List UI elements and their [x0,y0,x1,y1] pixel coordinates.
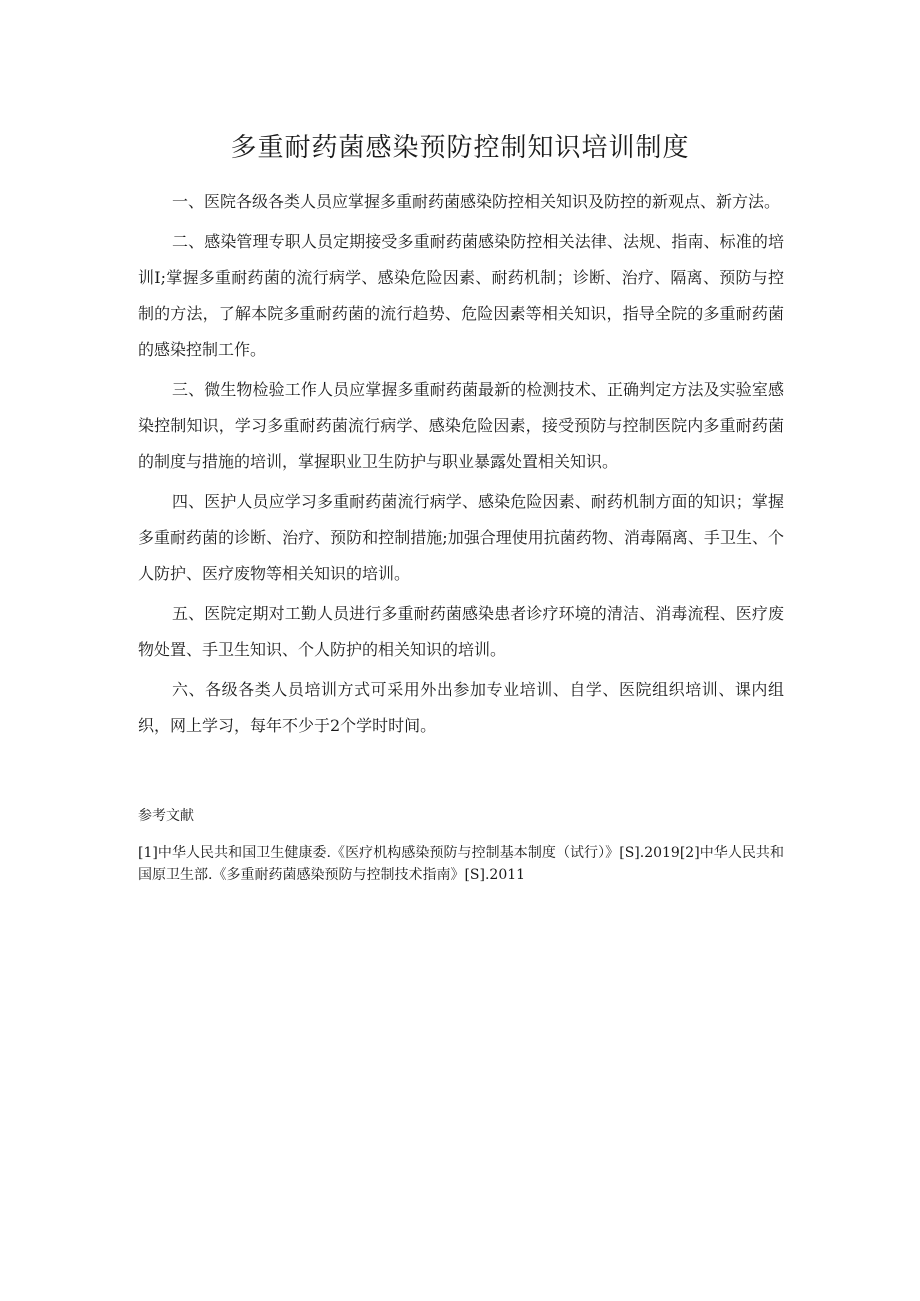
paragraph-5: 五、医院定期对工勤人员进行多重耐药菌感染患者诊疗环境的清洁、消毒流程、医疗废物处置、手卫生知识、个人防护的相关知识的培训。 [138,604,784,659]
references-heading: 参考文献 [138,808,194,824]
paragraph-6: 六、各级各类人员培训方式可采用外出参加专业培训、自学、医院组织培训、课内组织，网上学习，每年不少于2个学时时间。 [138,680,784,735]
paragraph-1: 一、医院各级各类人员应掌握多重耐药菌感染防控相关知识及防控的新观点、新方法。 [172,192,781,211]
references-section [138,802,784,886]
references-text: [1]中华人民共和国卫生健康委.《医疗机构感染预防与控制基本制度（试行）》[S].2019[2]中华人民共和国原卫生部.《多重耐药菌感染预防与控制技术指南》[S].2011 [138,845,784,883]
document-body [138,184,784,748]
paragraph-2: 二、感染管理专职人员定期接受多重耐药菌感染防控相关法律、法规、指南、标准的培训I;掌握多重耐药菌的流行病学、感染危险因素、耐药机制；诊断、治疗、隔离、预防与控制的方法，了解本院多重耐药菌的流行趋势、危险因素等相关知识，指导全院的多重耐药菌的感染控制工作。 [138,232,784,359]
paragraph-4: 四、医护人员应学习多重耐药菌流行病学、感染危险因素、耐药机制方面的知识；掌握多重耐药菌的诊断、治疗、预防和控制措施;加强合理使用抗菌药物、消毒隔离、手卫生、个人防护、医疗废物等相关知识的培训。 [138,492,784,583]
document-title: 多重耐药菌感染预防控制知识培训制度 [230,133,690,163]
paragraph-3: 三、微生物检验工作人员应掌握多重耐药菌最新的检测技术、正确判定方法及实验室感染控制知识，学习多重耐药菌流行病学、感染危险因素，接受预防与控制医院内多重耐药菌的制度与措施的培训，掌握职业卫生防护与职业暴露处置相关知识。 [138,380,784,471]
